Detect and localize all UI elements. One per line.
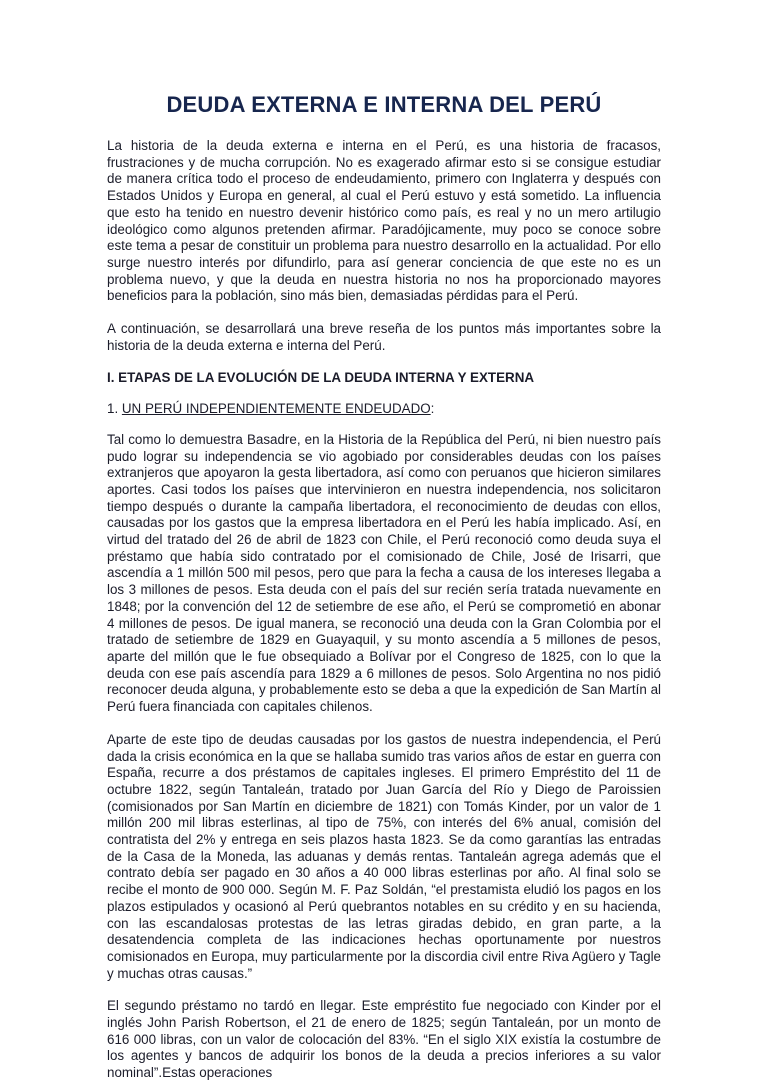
summary-paragraph: A continuación, se desarrollará una breve reseña de los puntos más importantes sobre la historia de la deuda externa e interna del Perú. — [107, 321, 661, 353]
emprestito-paragraph: Aparte de este tipo de deudas causadas por los gastos de nuestra independencia, el Perú dada la crisis económica en la que se hallaba sumido tras varios años de estar en guerra con España, recurre a dos préstamos de capitales ingleses. El primero Empréstito del 11 de octubre 1822, según Tantaleán, tratado por Juan García del Río y Diego de Paroissien (comisionados por San Martín en diciembre de 1821) con Tomás Kinder, por un valor de 1 millón 200 mil libras esterlinas, al tipo de 75%, con interés del 6% anual, comisión del contratista del 2% y entrega en seis plazos hasta 1823. Se da como garantías las entradas de la Casa de la Moneda, las aduanas y demás rentas. Tantaleán agrega además que el contrato debía ser pagado en 30 años a 40 000 libras esterlinas por año. Al final solo se recibe el monto de 900 000. Según M. F. Paz Soldán, “el prestamista eludió los pagos en los plazos estipulados y ocasionó al Perú quebrantos notables en su crédito y en su hacienda, con las escandalosas protestas de las letras giradas debido, en gran parte, a la desatendencia completa de las indicaciones hechas oportunamente por nuestros comisionados en Europa, muy particularmente por la discordia civil entre Riva Agüero y Tagle y muchas otras causas.” — [107, 731, 661, 981]
intro-paragraph: La historia de la deuda externa e interna en el Perú, es una historia de fracasos, frustraciones y de mucha corrupción. No es exagerado afirmar esto si se consigue estudiar de manera crítica todo el proceso de endeudamiento, primero con Inglaterra y después con Estados Unidos y Europa en general, al cual el Perú estuvo y está sometido. La influencia que esto ha tenido en nuestro devenir histórico como país, es real y no un mero artilugio ideológico como algunos pretenden afirmar. Paradójicamente, muy poco se conoce sobre este tema a pesar de constituir un problema para nuestro desarrollo en la actualidad. Por ello surge nuestro interés por difundirlo, para así generar conciencia de que este no es un problema nuevo, y que la deuda en nuestra historia no nos ha proporcionado mayores beneficios para la población, sino más bien, demasiadas pérdidas para el Perú. — [107, 138, 661, 304]
segundo-prestamo-paragraph: El segundo préstamo no tardó en llegar. Este empréstito fue negociado con Kinder por el inglés John Parish Robertson, el 21 de enero de 1825; según Tantaleán, por un monto de 616 000 libras, con un valor de colocación del 83%. “En el siglo XIX existía la costumbre de los agentes y bancos de adquirir los bonos de la deuda a precios inferiores a su valor nominal”.Estas operaciones — [107, 998, 661, 1081]
subsection-number: 1. — [107, 401, 122, 417]
subsection-title: UN PERÚ INDEPENDIENTEMENTE ENDEUDADO — [121, 401, 431, 417]
subsection-heading — [107, 401, 661, 418]
basadre-paragraph: Tal como lo demuestra Basadre, en la Historia de la República del Perú, ni bien nuestro país pudo lograr su independencia se vio agobiado por considerables deudas con los países extranjeros que apoyaron la gesta libertadora, así como con peruanos que hicieron similares aportes. Casi todos los países que intervinieron en nuestra independencia, nos solicitaron tiempo después o durante la campaña libertadora, el reconocimiento de deudas con ellos, causadas por los gastos que la empresa libertadora en el Perú les había implicado. Así, en virtud del tratado del 26 de abril de 1823 con Chile, el Perú reconoció como deuda suya el préstamo que había sido contratado por el comisionado de Chile, José de Irisarri, que ascendía a 1 millón 500 mil pesos, pero que para la fecha a causa de los intereses llegaba a los 3 millones de pesos. Esta deuda con el país del sur recién sería tratada nuevamente en 1848; por la convención del 12 de setiembre de ese año, el Perú se comprometió en abonar 4 millones de pesos. De igual manera, se reconoció una deuda con la Gran Colombia por el tratado de setiembre de 1829 en Guayaquil, y su monto ascendía a 5 millones de pesos, aparte del millón que le fue obsequiado a Bolívar por el Congreso de 1825, con lo que la deuda con ese país ascendía para 1829 a 6 millones de pesos. Solo Argentina no nos pidió reconocer deuda alguna, y probablemente esto se deba a que la expedición de San Martín al Perú fuera financiada con capitales chilenos. — [107, 431, 661, 715]
subsection-suffix: : — [430, 401, 435, 417]
document-title: DEUDA EXTERNA E INTERNA DEL PERÚ — [166, 92, 602, 117]
section-heading: I. ETAPAS DE LA EVOLUCIÓN DE LA DEUDA INTERNA Y EXTERNA — [107, 370, 535, 386]
